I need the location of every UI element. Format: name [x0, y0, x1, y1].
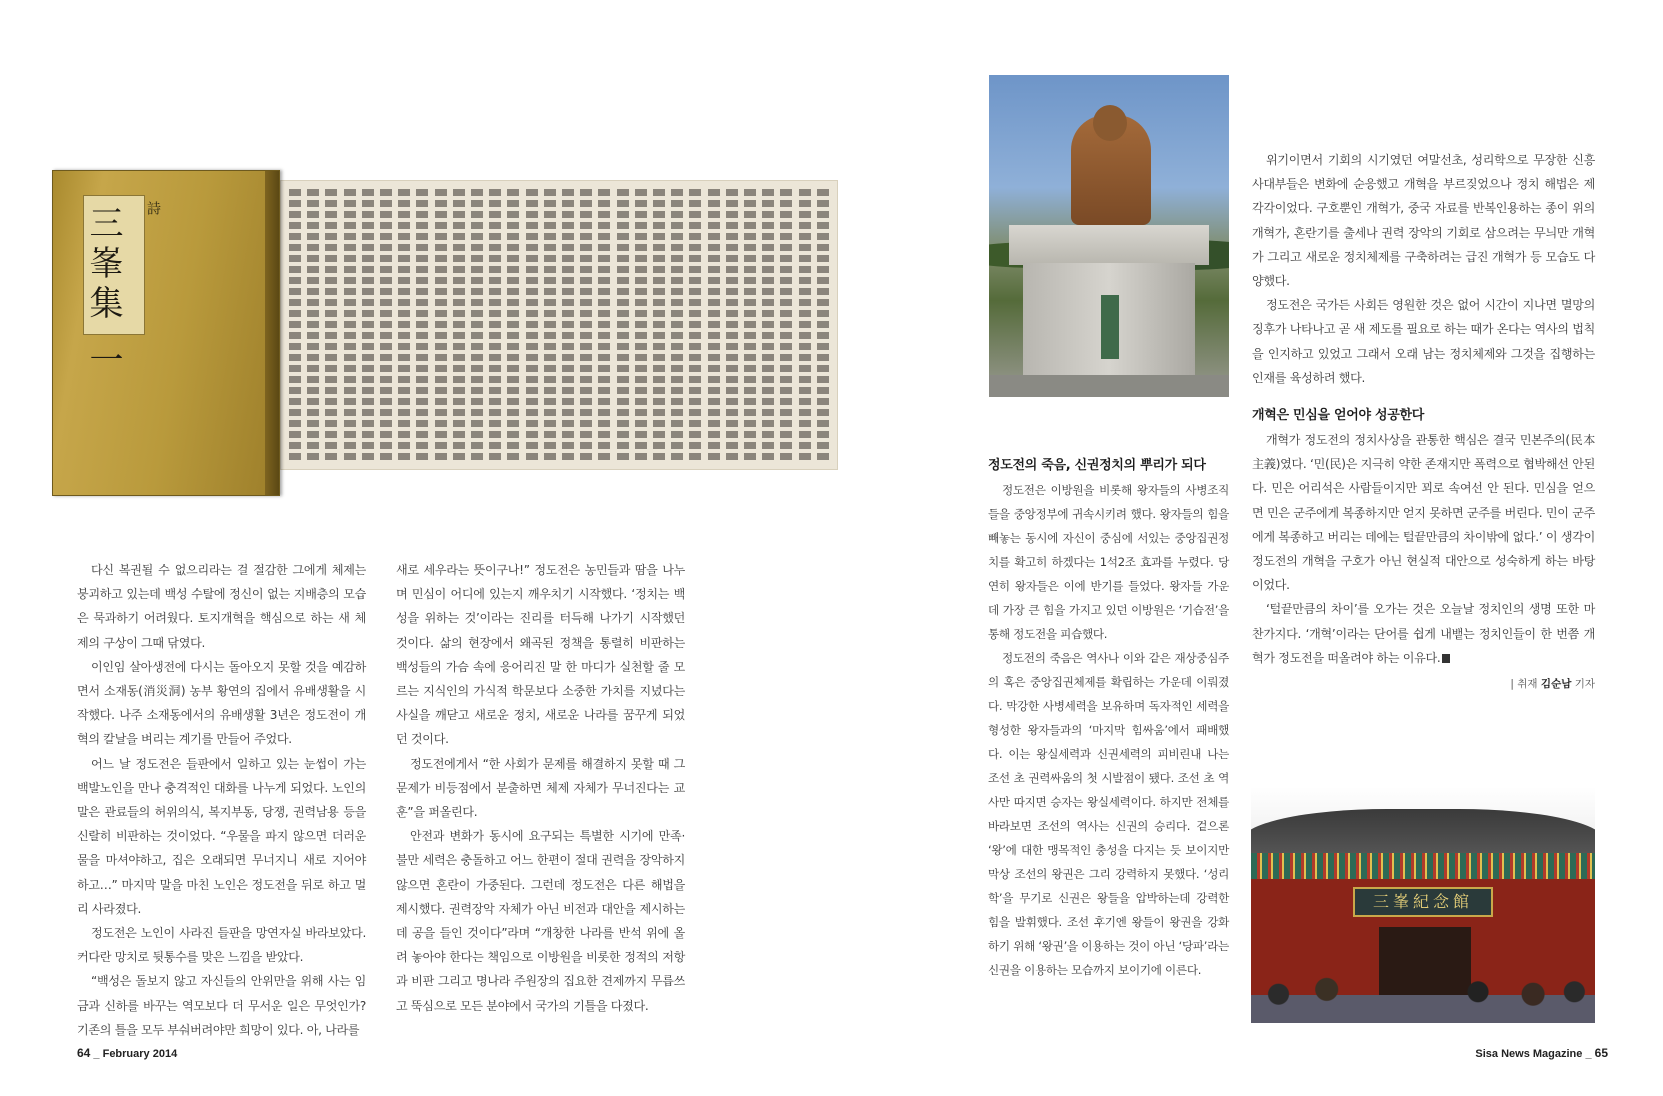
paragraph: 정도전은 노인이 사라진 들판을 망연자실 바라보았다. 커다란 망치로 뒷통수를 맞은 느낌을 받았다. [77, 926, 366, 965]
manuscript-column [726, 189, 738, 461]
paragraph: 정도전에게서 “한 사회가 문제를 해결하지 못할 때 그 문제가 비등점에서 분출하면 체제 자체가 무너진다는 교훈”을 퍼올린다. [396, 756, 685, 820]
page-number-right: 65 [1594, 1046, 1608, 1060]
page-number-left: 64 [77, 1046, 91, 1060]
paragraph: 정도전의 죽음은 역사나 이와 같은 재상중심주의 혹은 중앙집권체제를 확립하는 가운데 이뤄졌다. 막강한 사병세력을 보유하며 독자적인 세력을 형성한 왕자들과의 ‘마지막 힘싸움’에서 패배했다. 이는 왕실세력과 신권세력의 피비린내 나는 조선 초 권력싸움의 첫 시발점이 됐다. 조선 초 역사만 따지면 승자는 왕실세력이다. 하지만 전체를 바라보면 조선의 역사는 신권의 승리다. 겉으론 ‘왕’에 대한 맹목적인 충성을 다지는 듯 보이지만 막상 조선의 왕권은 그리 강력하지 못했다. ‘성리학’을 무기로 신권은 왕들을 압박하는데 강력한 힘을 발휘했다. 조선 후기엔 왕들이 왕권을 강화하기 위해 ‘왕권’을 이용하는 것이 아닌 ‘당파’라는 신권을 이용하는 모습까지 보이기에 이른다. [988, 651, 1229, 977]
manuscript-column [689, 189, 701, 461]
paragraph: 이인임 살아생전에 다시는 돌아오지 못할 것을 예감하면서 소재동(消災洞) 농부 황연의 집에서 유배생활을 시작했다. 나주 소재동에서의 유배생활 3년은 정도전이 개혁의 칼날을 벼리는 계기를 만들어 주었다. [77, 659, 366, 747]
manuscript-column [507, 189, 519, 461]
manuscript-column [544, 189, 556, 461]
manuscript-column [325, 189, 337, 461]
manuscript-column [817, 189, 829, 461]
manuscript-page [280, 180, 838, 470]
book-cover-sub: 詩 [145, 201, 161, 215]
manuscript-column [762, 189, 774, 461]
end-mark-icon [1442, 654, 1450, 663]
paragraph: 정도전은 이방원을 비롯해 왕자들의 사병조직들을 중앙정부에 귀속시키려 했다. 왕자들의 힘을 빼놓는 동시에 자신이 중심에 서있는 중앙집권정치를 확고히 하겠다는 1석2조 효과를 누렸다. 당연히 왕자들은 이에 반기를 들었다. 왕자들 가운데 가장 큰 힘을 가지고 있던 이방원은 ‘기습전’을 통해 정도전을 피습했다. [988, 483, 1229, 641]
column-4 [1252, 148, 1595, 670]
paragraph: 정도전은 국가든 사회든 영원한 것은 없어 시간이 지나면 멸망의 징후가 나타나고 곧 새 제도를 필요로 하는 때가 온다는 역사의 법칙을 인지하고 있었고 그래서 오래 남는 정치체제와 그것을 집행하는 인재를 육성하려 했다. [1252, 298, 1595, 385]
footer-right-text: Sisa News Magazine _ [1475, 1048, 1592, 1060]
column-2 [396, 558, 685, 1018]
manuscript-column [598, 189, 610, 461]
manuscript-column [653, 189, 665, 461]
paragraph: 안전과 변화가 동시에 요구되는 특별한 시기에 만족·불만 세력은 충돌하고 어느 한편이 절대 권력을 장악하지 않으면 혼란이 가중된다. 그런데 정도전은 다른 해법을 제시했다. 권력장악 자체가 아닌 비전과 대안을 제시하는데 공을 들인 것이다”라며 “개창한 나라를 반석 위에 올려 놓아야 한다는 책임으로 이방원을 비롯한 정적의 저항과 비판 그리고 명나라 주원장의 집요한 견제까지 무릅쓰고 뚝심으로 모든 분야에서 국가의 기틀을 다졌다. [396, 829, 685, 1013]
byline-suffix: 기자 [1574, 678, 1595, 690]
manuscript-column [780, 189, 792, 461]
book-cover [52, 170, 280, 496]
paragraph [1252, 597, 1595, 670]
byline-name: 김순남 [1540, 678, 1572, 690]
section-heading: 정도전의 죽음, 신권정치의 뿌리가 되다 [988, 458, 1206, 473]
byline [1252, 676, 1595, 691]
paragraph: 위기이면서 기회의 시기였던 여말선초, 성리학으로 무장한 신흥 사대부들은 변화에 순응했고 개혁을 부르짖었으나 정치 해법은 제각각이었다. 구호뿐인 개혁가, 중국 자료를 반복인용하는 종이 위의 개혁가, 혼란기를 출세나 권력 장악의 기회로 삼으려는 무늬만 개혁가 그리고 새로운 정치체제를 구축하려는 급진 개혁가 등 모습도 다양했다. [1252, 153, 1595, 289]
paragraph: “백성은 돌보지 않고 자신들의 안위만을 위해 사는 임금과 신하를 바꾸는 역모보다 더 무서운 일은 무엇인가? 기존의 틀을 모두 부숴버려야만 희망이 있다. 아, 나라를 [77, 974, 366, 1037]
footer-left-text: _ February 2014 [93, 1048, 178, 1060]
manuscript-column [362, 189, 374, 461]
manuscript-column [344, 189, 356, 461]
manuscript-column [289, 189, 301, 461]
manuscript-column [708, 189, 720, 461]
manuscript-column [416, 189, 428, 461]
footer-left [77, 1046, 177, 1060]
section-heading: 개혁은 민심을 얻어야 성공한다 [1252, 408, 1425, 424]
manuscript-column [799, 189, 811, 461]
paragraph-text: ‘털끝만큼의 차이’를 오가는 것은 오늘날 정치인의 생명 또한 마찬가지다. ‘개혁’이라는 단어를 쉽게 내뱉는 정치인들이 한 번쯤 개혁가 정도전을 떠올려야 하는 이유다. [1252, 602, 1595, 665]
byline-prefix: | 취재 [1510, 678, 1538, 690]
paragraph: 어느 날 정도전은 들판에서 일하고 있는 눈썹이 가는 백발노인을 만나 충격적인 대화를 나누게 되었다. 노인의 말은 관료들의 허위의식, 복지부동, 당쟁, 권력남용 등을 신랄히 비판하는 것이었다. “우물을 파지 않으면 더러운 물을 마셔야하고, 집은 오래되면 무너지니 새로 지어야 하고…” 마지막 말을 마친 노인은 정도전을 뒤로 하고 멀리 사라졌다. [77, 756, 366, 916]
manuscript-column [562, 189, 574, 461]
memorial-hall-photo [1251, 787, 1595, 1023]
manuscript-column [617, 189, 629, 461]
hall-board-text: 三峯紀念館 [1372, 892, 1473, 911]
manuscript-column [526, 189, 538, 461]
manuscript-column [471, 189, 483, 461]
footer-right [1475, 1046, 1608, 1060]
hall-signboard [1353, 887, 1493, 917]
manuscript-column [307, 189, 319, 461]
book-figure [52, 170, 838, 496]
statue-photo [989, 75, 1229, 397]
manuscript-column [744, 189, 756, 461]
paragraph: 개혁가 정도전의 정치사상을 관통한 핵심은 결국 민본주의(民本主義)였다. ‘민(民)은 지극히 약한 존재지만 폭력으로 협박해선 안된다. 민은 어리석은 사람들이지만 꾀로 속여선 안 된다. 민심을 얻으면 민은 군주에게 복종하지만 얻지 못하면 군주를 버린다. 민이 군주에게 복종하고 버리는 데에는 털끝만큼의 차이밖에 없다.’ 이 생각이 정도전의 개혁을 구호가 아닌 현실적 대안으로 성숙하게 하는 바탕이었다. [1252, 433, 1595, 593]
column-3 [988, 446, 1229, 982]
paragraph: 다신 복권될 수 없으리라는 걸 절감한 그에게 체제는 붕괴하고 있는데 백성 수탈에 정신이 없는 지배층의 모습은 묵과하기 어려웠다. 토지개혁을 핵심으로 하는 새 체제의 구상이 그때 닦였다. [77, 563, 366, 650]
column-1 [77, 558, 366, 1042]
manuscript-column [398, 189, 410, 461]
book-cover-title: 三峯集 一 [83, 205, 123, 382]
manuscript-column [453, 189, 465, 461]
paragraph: 새로 세우라는 뜻이구나!” 정도전은 농민들과 땀을 나누며 민심이 어디에 있는지 깨우치기 시작했다. ‘정치는 백성을 위하는 것’이라는 진리를 터득해 나가기 시작했던 것이다. 삶의 현장에서 왜곡된 정책을 통렬히 비판하는 백성들의 가슴 속에 응어리진 말 한 마디가 실천할 줄 모르는 지식인의 가식적 학문보다 소중한 가치를 지녔다는 사실을 깨닫고 새로운 정치, 새로운 나라를 꿈꾸게 되었던 것이다. [396, 563, 685, 747]
manuscript-column [635, 189, 647, 461]
manuscript-column [580, 189, 592, 461]
manuscript-column [380, 189, 392, 461]
manuscript-column [671, 189, 683, 461]
manuscript-column [435, 189, 447, 461]
manuscript-column [489, 189, 501, 461]
